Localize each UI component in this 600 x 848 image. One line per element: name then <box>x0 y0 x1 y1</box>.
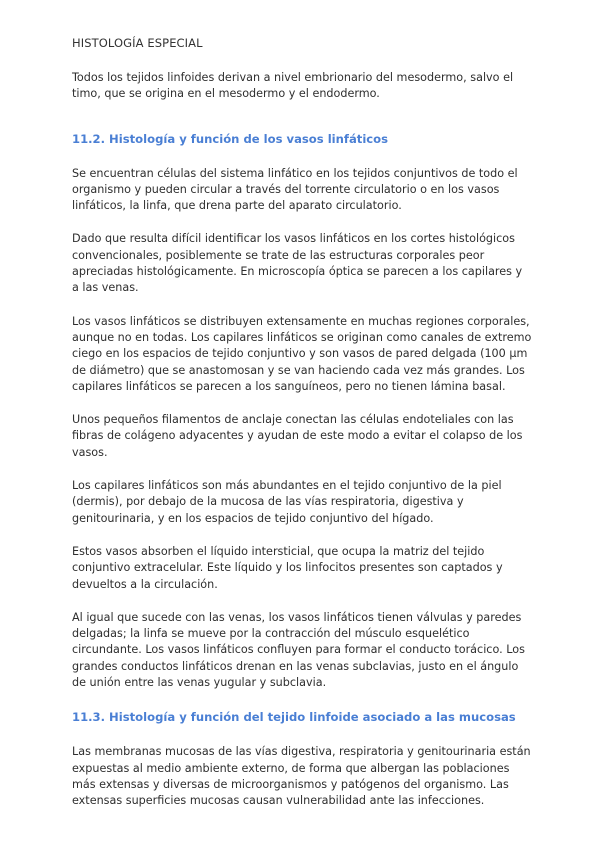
paragraph: Los vasos linfáticos se distribuyen extensamente en muchas regiones corporales, aunque no en todas. Los capilares linfáticos se originan como canales de extremo ciego en los espacios de tejido conjuntivo y son vasos de pared delgada (100 µm de diámetro) que se anastomosan y se van haciendo cada vez más grandes. Los capilares linfáticos se parecen a los sanguíneos, pero no tienen lámina basal. <box>72 314 532 393</box>
paragraph: Las membranas mucosas de las vías digestiva, respiratoria y genitourinaria están expuestas al medio ambiente externo, de forma que albergan las poblaciones más extensas y diversas de microorganismos y patógenos del organismo. Las extensas superficies mucosas causan vulnerabilidad ante las infecciones. <box>72 745 531 808</box>
page-content <box>72 70 532 810</box>
section-heading-11-3: 11.3. Histología y función del tejido linfoide asociado a las mucosas <box>72 710 516 725</box>
section-heading-11-2: 11.2. Histología y función de los vasos linfáticos <box>72 131 389 146</box>
paragraph: Dado que resulta difícil identificar los vasos linfáticos en los cortes histológicos convencionales, posiblemente se trate de las estructuras corporales peor apreciadas histológicamente. En microscopía óptica se parecen a los capilares y a las venas. <box>72 232 523 295</box>
paragraph: Estos vasos absorben el líquido intersticial, que ocupa la matriz del tejido conjuntivo extracelular. Este líquido y los linfocitos presentes son captados y devueltos a la circulación. <box>72 544 503 591</box>
paragraph: Los capilares linfáticos son más abundantes en el tejido conjuntivo de la piel (dermis), por debajo de la mucosa de las vías respiratoria, digestiva y genitourinaria, y en los espacios de tejido conjuntivo del hígado. <box>72 479 502 525</box>
paragraph: Unos pequeños filamentos de anclaje conectan las células endoteliales con las fibras de colágeno adyacentes y ayudan de este modo a evitar el colapso de los vasos. <box>72 413 523 459</box>
paragraph: Al igual que sucede con las venas, los vasos linfáticos tienen válvulas y paredes delgadas; la linfa se mueve por la contracción del músculo esquelético circundante. Los vasos linfáticos confluyen para formar el conducto torácico. Los grandes conductos linfáticos drenan en las venas subclavias, justo en el ángulo de unión entre las venas yugular y subclavia. <box>72 610 525 690</box>
paragraph: Se encuentran células del sistema linfático en los tejidos conjuntivos de todo el organismo y pueden circular a través del torrente circulatorio o en los vasos linfáticos, la linfa, que drena parte del aparato circulatorio. <box>72 166 518 213</box>
intro-paragraph: Todos los tejidos linfoides derivan a nivel embrionario del mesodermo, salvo el timo, que se origina en el mesodermo y el endodermo. <box>72 71 514 101</box>
running-header: HISTOLOGÍA ESPECIAL <box>72 36 203 50</box>
